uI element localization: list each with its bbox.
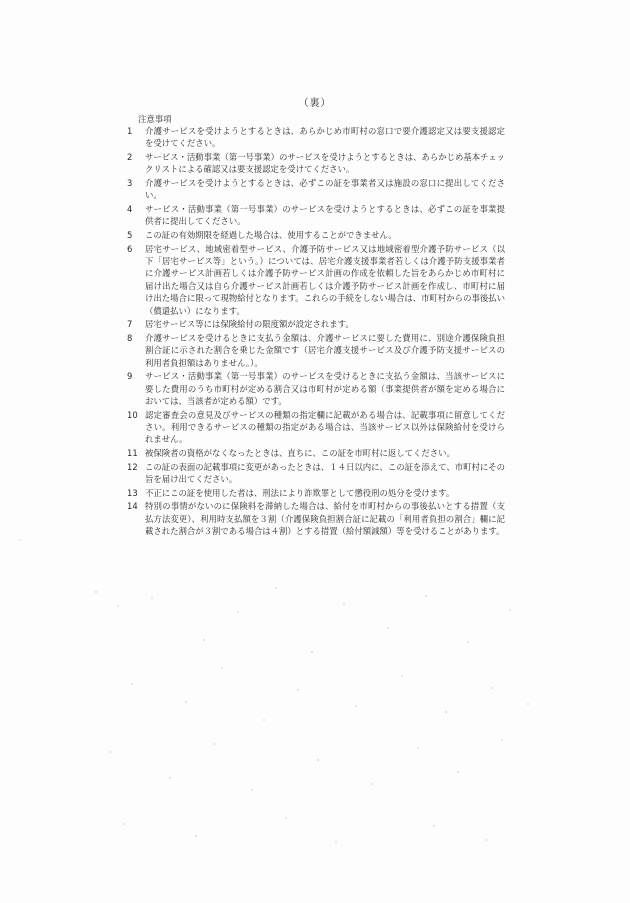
note-text: 介護サービスを受けようとするときは、必ずこの証を事業者又は施設の窓口に提出してください。 xyxy=(145,178,505,201)
note-number: 13 xyxy=(127,487,138,498)
note-number: 11 xyxy=(127,448,138,459)
note-item-5 xyxy=(127,229,505,241)
note-text: サービス・活動事業（第一号事業）のサービスを受けようとするときは、あらかじめ基本チェックリストによる確認又は要支援認定を受けてください。 xyxy=(145,152,505,175)
note-number: 9 xyxy=(127,371,133,382)
note-number: 4 xyxy=(127,204,133,214)
note-text: 介護サービスを受けるときに支払う金額は、介護サービスに要した費用に、別途介護保険負担割合証に示された割合を乗じた金額です（居宅介護支援サービス及び介護予防支援サービスの利用者負担額はありません。）。 xyxy=(145,332,505,368)
reverse-side-label: （裏） xyxy=(298,98,332,109)
notes-list xyxy=(127,125,505,539)
note-text: サービス・活動事業（第一号事業）のサービスを受けるときに支払う金額は、当該サービスに要した費用のうち市町村が定める割合又は市町村が定める額（事業提供者が額を定める場合においては、当該者が定める額）です。 xyxy=(145,371,505,407)
notes-heading: 注意事項 xyxy=(138,114,172,124)
note-item-9 xyxy=(127,370,505,407)
note-item-4 xyxy=(127,203,505,228)
note-item-8 xyxy=(127,332,505,369)
note-item-2 xyxy=(127,151,505,176)
note-text: 特別の事情がないのに保険料を滞納した場合は、給付を市町村からの事後払いとする措置（支払方法変更）、利用時支払額を３割（介護保険負担割合証に記載の「利用者負担の割合」欄に記載された割合が３割である場合は４割）とする措置（給付額減額）等を受けることがあります。 xyxy=(145,501,505,537)
note-number: 7 xyxy=(127,319,133,330)
note-number: 14 xyxy=(127,501,138,512)
note-text: 認定審査会の意見及びサービスの種類の指定欄に記載がある場合は、記載事項に留意してください。利用できるサービスの種類の指定がある場合は、当該サービス以外は保険給付を受けられません。 xyxy=(145,409,505,445)
note-item-6 xyxy=(127,243,505,317)
note-text: この証の有効期限を経過した場合は、使用することができません。 xyxy=(145,230,397,240)
note-number: 12 xyxy=(127,461,138,472)
note-text: サービス・活動事業（第一号事業）のサービスを受けようとするときは、必ずこの証を事業提供者に提出してください。 xyxy=(145,204,505,227)
note-text: 介護サービスを受けようとするときは、あらかじめ市町村の窓口で要介護認定又は要支援認定を受けてください。 xyxy=(145,126,505,149)
note-item-12 xyxy=(127,461,505,486)
note-item-3 xyxy=(127,177,505,202)
note-item-13 xyxy=(127,487,505,499)
note-number: 8 xyxy=(127,332,133,343)
note-number: 5 xyxy=(127,230,133,240)
note-number: 1 xyxy=(127,126,133,136)
note-text: 被保険者の資格がなくなったときは、直ちに、この証を市町村に返してください。 xyxy=(145,448,455,459)
note-number: 10 xyxy=(127,409,138,420)
note-item-10 xyxy=(127,409,505,446)
note-text: 居宅サービス、地域密着型サービス、介護予防サービス又は地域密着型介護予防サービス（以下「居宅サービス等」という。）については、居宅介護支援事業者若しくは介護予防支援事業者に介護サービス計画若しくは介護予防サービス計画の作成を依頼した旨をあらかじめ市町村に届け出た場合又は自ら介護サービス計画若しくは介護予防サービス計画を作成し、市町村に届け出た場合に限って現物給付となります。これらの手続をしない場合は、市町村からの事後払い（償還払い）になります。 xyxy=(145,243,505,316)
note-number: 6 xyxy=(127,243,133,254)
note-number: 3 xyxy=(127,178,133,188)
note-text: 不正にこの証を使用した者は、刑法により詐欺罪として懲役刑の処分を受けます。 xyxy=(145,487,455,498)
note-text: 居宅サービス等には保険給付の限度額が設定されます。 xyxy=(145,319,354,330)
note-item-7 xyxy=(127,318,505,330)
note-item-1 xyxy=(127,125,505,150)
note-text: この証の表面の記載事項に変更があったときは、１４日以内に、この証を添えて、市町村にその旨を届け出てください。 xyxy=(145,461,505,485)
note-item-11 xyxy=(127,447,505,459)
note-item-14 xyxy=(127,500,505,537)
note-number: 2 xyxy=(127,152,133,162)
